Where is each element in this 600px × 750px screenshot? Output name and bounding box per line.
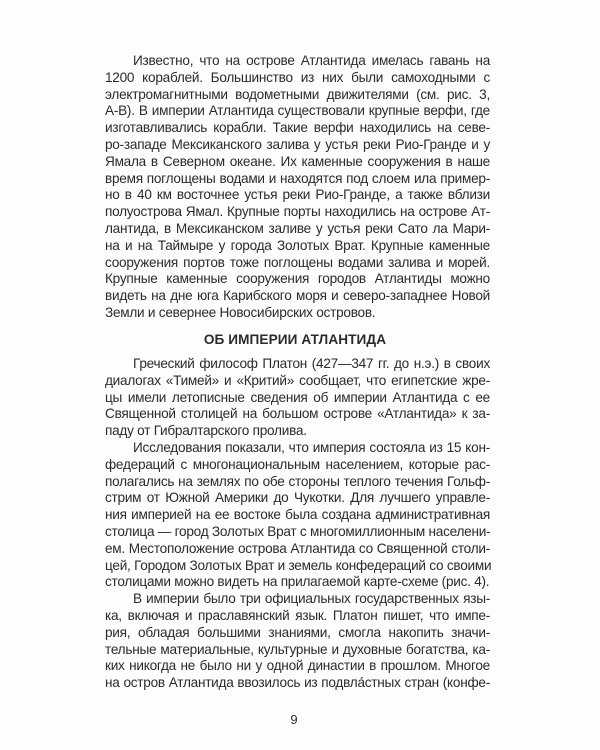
- text-line: время поглощены водами и находятся под слоем ила пример-: [105, 170, 490, 186]
- text-line: цы имели летописные сведения об империи Атлантида с ее: [105, 389, 490, 405]
- text-line: ем. Местоположение острова Атлантида со Священной столи-: [105, 540, 490, 556]
- text-line: Земли и севернее Новосибирских островов.: [105, 304, 376, 320]
- text-line: диалогах «Тимей» и «Критий» сообщает, что египетские жре-: [105, 372, 490, 388]
- text-line: полагались на землях по обе стороны теплого течения Гольф-: [105, 473, 490, 489]
- text-line: 1200 кораблей. Большинство из них были самоходными с: [105, 69, 490, 85]
- paragraph-languages: [105, 591, 490, 692]
- text-line: сооружения портов тоже поглощены водами залива и морей.: [105, 254, 490, 270]
- page-number: 9: [290, 712, 298, 727]
- text-line: на и на Таймыре у города Золотых Врат. Крупные каменные: [105, 237, 490, 253]
- text-line: паду от Гибралтарского пролива.: [105, 423, 307, 439]
- text-line: тельные материальные, культурные и духовные богатства, ка-: [105, 641, 490, 657]
- paragraph-confederations: [105, 440, 490, 591]
- text-line: федераций с многонациональным населением, которые рас-: [105, 456, 490, 472]
- paragraph-plato: [105, 356, 490, 440]
- text-line: Греческий философ Платон (427—347 гг. до н.э.) в своих: [133, 356, 490, 371]
- text-line: электромагнитными водометными движителями (см. рис. 3,: [105, 86, 490, 102]
- text-line: но в 40 км восточнее устья реки Рио-Гранде, а также вблизи: [105, 187, 490, 203]
- text-line: ких никогда не было ни у одной династии в прошлом. Многое: [105, 658, 490, 674]
- text-line: ка, включая и праславянский язык. Платон пишет, что импе-: [105, 607, 490, 623]
- text-line: Известно, что на острове Атлантида имелась гавань на: [133, 53, 490, 68]
- text-line: столицами можно видеть на прилагаемой карте-схеме (рис. 4).: [105, 574, 490, 590]
- text-line: лантида, в Мексиканском заливе у устья реки Сато ла Мари-: [105, 220, 490, 236]
- text-line: Исследования показали, что империя состояла из 15 кон-: [133, 439, 490, 455]
- text-line: Крупные каменные сооружения городов Атлантиды можно: [105, 271, 490, 287]
- text-line: полуострова Ямал. Крупные порты находились на острове Ат-: [105, 204, 490, 220]
- text-line: на остров Атлантида ввозилось из подвла́стных стран (конфе-: [105, 675, 490, 691]
- text-line: ния империей на ее востоке была создана административная: [105, 507, 490, 523]
- text-line: столица — город Золотых Врат с многомиллионным населени-: [105, 523, 491, 539]
- text-line: Ямала в Северном океане. Их каменные сооружения в наше: [105, 153, 490, 169]
- paragraph-ships: [105, 53, 490, 322]
- text-line: ро-западе Мексиканского залива у устья реки Рио-Гранде и у: [105, 136, 490, 152]
- text-line: Священной столицей на большом острове «Атлантида» к за-: [105, 406, 490, 422]
- text-line: стрим от Южной Америки до Чукотки. Для лучшего управле-: [105, 490, 490, 506]
- text-line: цей, Городом Золотых Врат и земель конфедераций со своими: [105, 557, 492, 573]
- section-body: [105, 356, 490, 692]
- text-line: А-В). В империи Атлантида существовали крупные верфи, где: [105, 103, 490, 119]
- text-line: видеть на дне юга Карибского моря и северо-западнее Новой: [105, 288, 490, 304]
- text-line: рия, обладая большими знаниями, смогла накопить значи-: [105, 624, 490, 640]
- section-heading: ОБ ИМПЕРИИ АТЛАНТИДА: [203, 332, 387, 347]
- text-line: изготавливались корабли. Такие верфи находились на севе-: [105, 120, 490, 136]
- text-line: В империи было три официальных государственных язы-: [133, 591, 490, 607]
